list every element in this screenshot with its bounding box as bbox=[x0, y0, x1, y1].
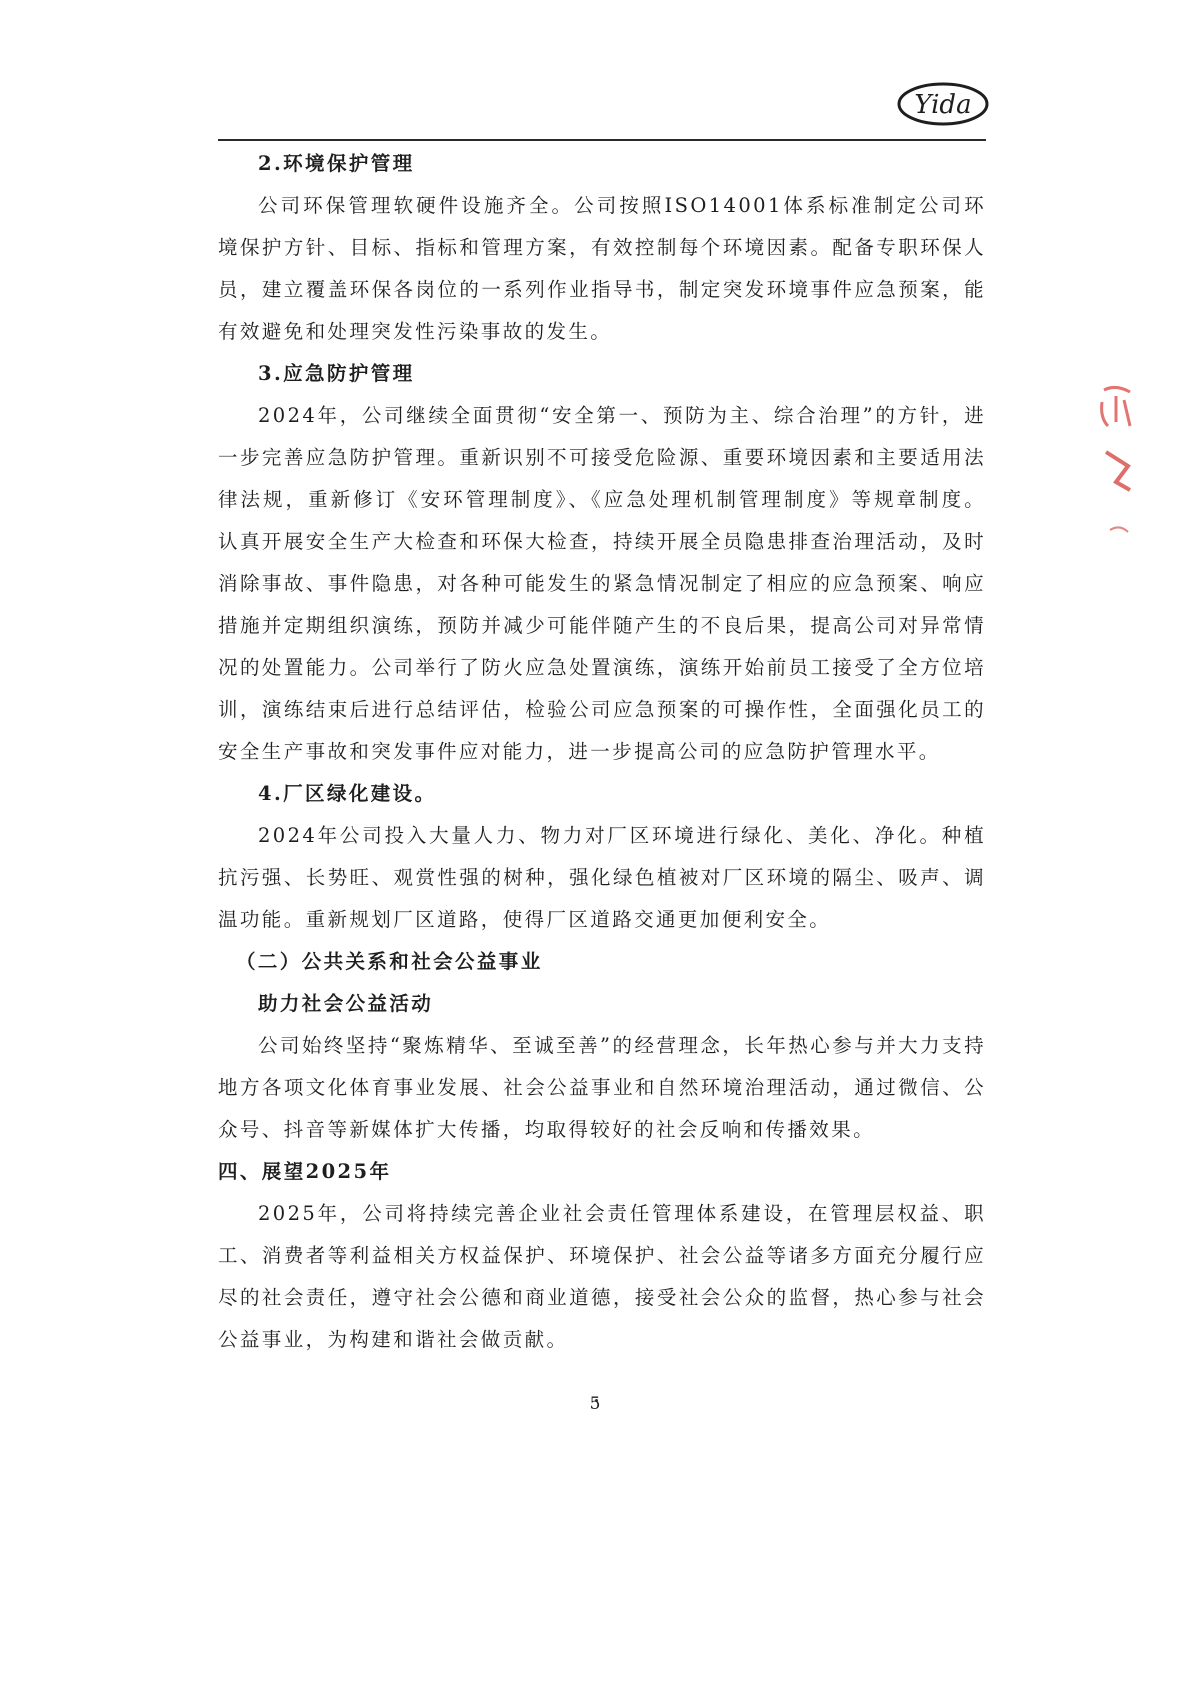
heading-environmental-protection: 2.环境保护管理 bbox=[258, 152, 415, 175]
paragraph-environmental-protection: 公司环保管理软硬件设施齐全。公司按照ISO14001体系标准制定公司环境保护方针、目标、指标和管理方案，有效控制每个环境因素。配备专职环保人员，建立覆盖环保各岗位的一系列作业指导书，制定突发环境事件应急预案，能有效避免和处理突发性污染事故的发生。 bbox=[218, 194, 986, 343]
logo-text: Yida bbox=[914, 90, 972, 120]
company-logo bbox=[896, 80, 990, 128]
header-rule bbox=[218, 139, 986, 141]
heading-outlook: 四、展望2025年 bbox=[218, 1160, 392, 1183]
document-body bbox=[218, 143, 986, 1361]
heading-public-relations: （二）公共关系和社会公益事业 bbox=[236, 950, 543, 973]
page-number: 5 bbox=[589, 1394, 601, 1414]
heading-greening: 4.厂区绿化建设。 bbox=[258, 782, 437, 805]
seal-stamp-fragment bbox=[1086, 382, 1132, 602]
heading-emergency-protection: 3.应急防护管理 bbox=[258, 362, 415, 385]
paragraph-public-welfare: 公司始终坚持“聚炼精华、至诚至善”的经营理念，长年热心参与并大力支持地方各项文化体育事业发展、社会公益事业和自然环境治理活动，通过微信、公众号、抖音等新媒体扩大传播，均取得较好的社会反响和传播效果。 bbox=[218, 1034, 986, 1141]
paragraph-outlook: 2025年，公司将持续完善企业社会责任管理体系建设，在管理层权益、职工、消费者等利益相关方权益保护、环境保护、社会公益等诸多方面充分履行应尽的社会责任，遵守社会公德和商业道德，接受社会公众的监督，热心参与社会公益事业，为构建和谐社会做贡献。 bbox=[218, 1202, 986, 1351]
paragraph-emergency-protection: 2024年，公司继续全面贯彻“安全第一、预防为主、综合治理”的方针，进一步完善应急防护管理。重新识别不可接受危险源、重要环境因素和主要适用法律法规，重新修订《安环管理制度》、《应急处理机制管理制度》等规章制度。认真开展安全生产大检查和环保大检查，持续开展全员隐患排查治理活动，及时消除事故、事件隐患，对各种可能发生的紧急情况制定了相应的应急预案、响应措施并定期组织演练，预防并减少可能伴随产生的不良后果，提高公司对异常情况的处置能力。公司举行了防火应急处置演练，演练开始前员工接受了全方位培训，演练结束后进行总结评估，检验公司应急预案的可操作性，全面强化员工的安全生产事故和突发事件应对能力，进一步提高公司的应急防护管理水平。 bbox=[218, 404, 986, 763]
paragraph-greening: 2024年公司投入大量人力、物力对厂区环境进行绿化、美化、净化。种植抗污强、长势旺、观赏性强的树种，强化绿色植被对厂区环境的隔尘、吸声、调温功能。重新规划厂区道路，使得厂区道路交通更加便利安全。 bbox=[218, 824, 986, 931]
heading-public-welfare: 助力社会公益活动 bbox=[258, 992, 434, 1015]
